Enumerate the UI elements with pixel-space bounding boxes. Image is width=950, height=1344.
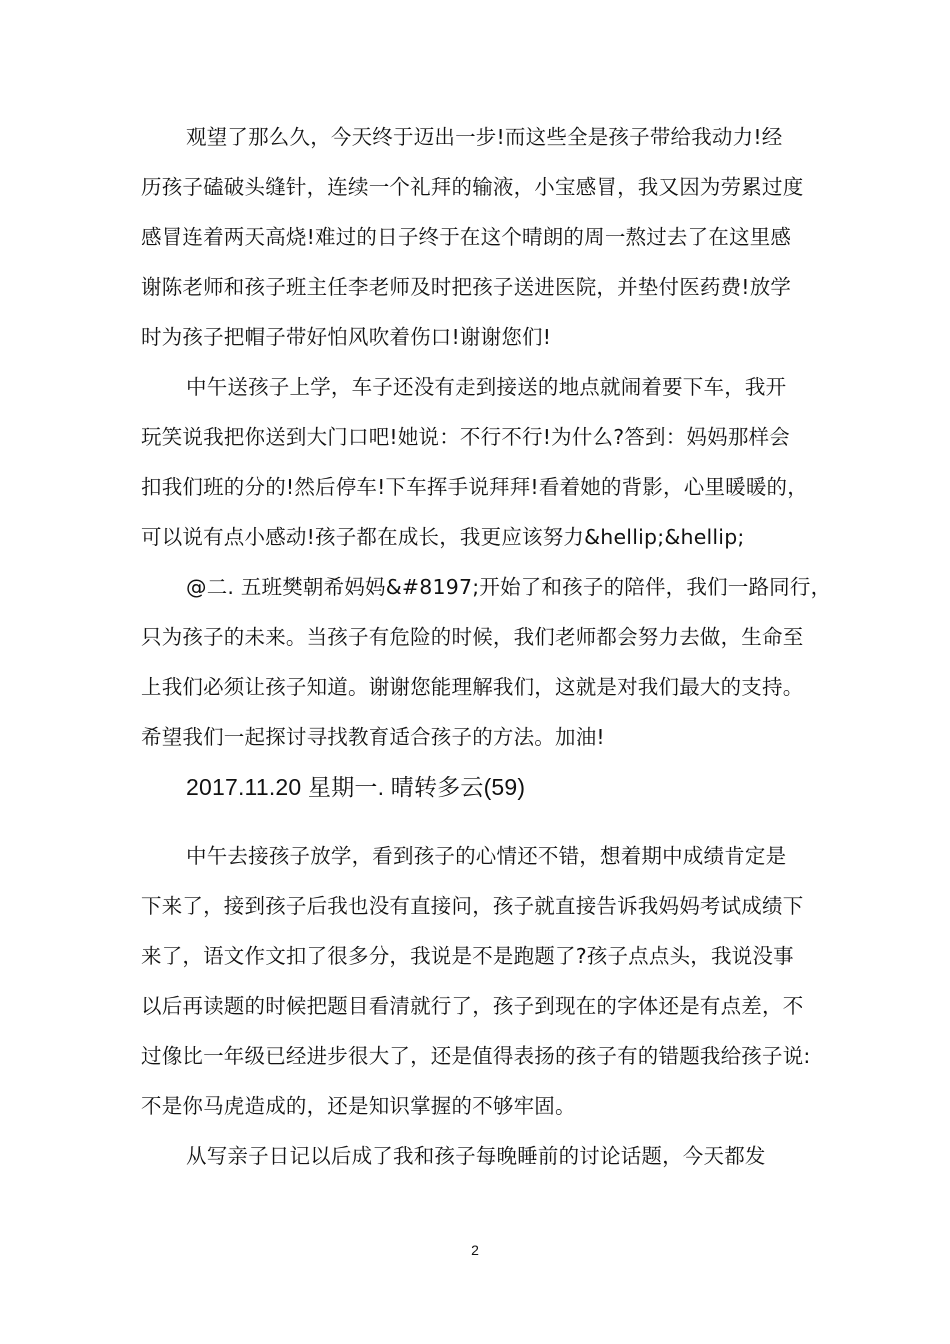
paragraph-line: 以后再读题的时候把题目看清就行了，孩子到现在的字体还是有点差，不 xyxy=(141,994,804,1018)
paragraph-line: 中午去接孩子放学，看到孩子的心情还不错，想着期中成绩肯定是 xyxy=(186,844,787,868)
paragraph-line: 希望我们一起探讨寻找教育适合孩子的方法。加油! xyxy=(141,725,605,749)
paragraph-line: 可以说有点小感动!孩子都在成长，我更应该努力&hellip;&hellip; xyxy=(141,525,745,549)
paragraph-line: 上我们必须让孩子知道。谢谢您能理解我们，这就是对我们最大的支持。 xyxy=(141,675,804,699)
paragraph-line: 中午送孩子上学，车子还没有走到接送的地点就闹着要下车，我开 xyxy=(186,375,787,399)
paragraph-line: 不是你马虎造成的，还是知识掌握的不够牢固。 xyxy=(141,1094,576,1118)
paragraph-line: 感冒连着两天高烧!难过的日子终于在这个晴朗的周一熬过去了在这里感 xyxy=(141,225,792,249)
paragraph-line: 谢陈老师和孩子班主任李老师及时把孩子送进医院，并垫付医药费!放学 xyxy=(141,275,792,299)
paragraph-line: 扣我们班的分的!然后停车!下车挥手说拜拜!看着她的背影，心里暖暖的， xyxy=(141,475,808,499)
paragraph-line: 从写亲子日记以后成了我和孩子每晚睡前的讨论话题，今天都发 xyxy=(186,1144,766,1168)
page-number: 2 xyxy=(471,1242,479,1258)
paragraph-line: 下来了，接到孩子后我也没有直接问，孩子就直接告诉我妈妈考试成绩下 xyxy=(141,894,804,918)
paragraph-line: 历孩子磕破头缝针，连续一个礼拜的输液，小宝感冒，我又因为劳累过度 xyxy=(141,175,804,199)
diary-date-heading: 2017.11.20 星期一. 晴转多云(59) xyxy=(186,774,526,800)
paragraph-line: 玩笑说我把你送到大门口吧!她说：不行不行!为什么?答到：妈妈那样会 xyxy=(141,425,790,449)
paragraph-line: 观望了那么久，今天终于迈出一步!而这些全是孩子带给我动力!经 xyxy=(186,125,783,149)
paragraph-line: 过像比一年级已经进步很大了，还是值得表扬的孩子有的错题我给孩子说: xyxy=(141,1044,811,1068)
paragraph-line: 来了，语文作文扣了很多分，我说是不是跑题了?孩子点点头，我说没事 xyxy=(141,944,794,968)
paragraph-line: 时为孩子把帽子带好怕风吹着伤口!谢谢您们! xyxy=(141,325,552,349)
paragraph-line: @二. 五班樊朝希妈妈&#8197;开始了和孩子的陪伴，我们一路同行， xyxy=(186,575,832,599)
paragraph-line: 只为孩子的未来。当孩子有危险的时候，我们老师都会努力去做，生命至 xyxy=(141,625,804,649)
